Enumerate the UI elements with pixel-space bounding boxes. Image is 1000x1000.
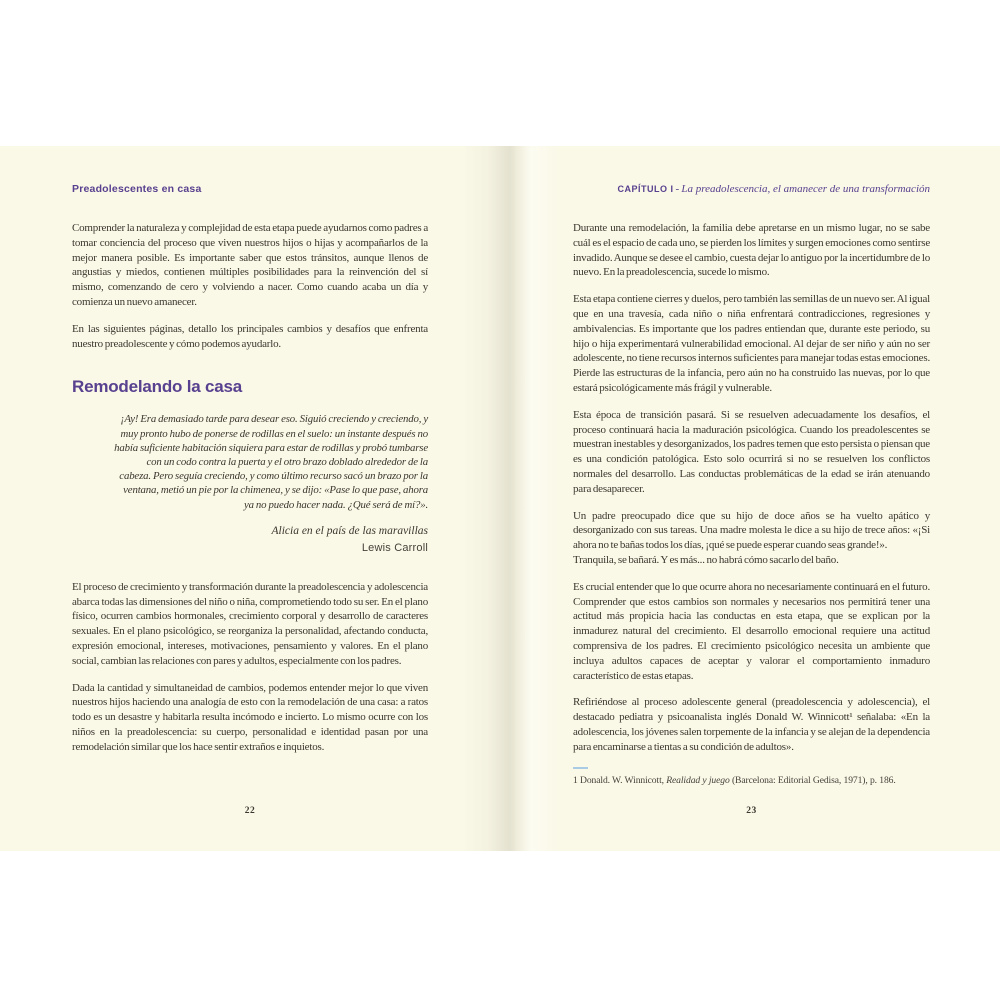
running-header-left: Preadolescentes en casa xyxy=(72,183,202,195)
quote-source-title: Alicia en el país de las maravillas xyxy=(271,524,428,537)
book-spread xyxy=(0,146,1000,851)
chapter-title: La preadolescencia, el amanecer de una transformación xyxy=(681,183,930,195)
body-paragraph: Durante una remodelación, la familia debe apretarse en un mismo lugar, no se sabe cuál es el espacio de cada uno, se pierden los límites y surgen emociones como sentirse invadido. Aunque se desee el cambio, cuesta dejar lo antiguo por la incertidumbre de lo nuevo. En la preadolescencia, sucede lo mismo. xyxy=(573,222,930,279)
chapter-label: CAPÍTULO I xyxy=(617,184,674,194)
footnote xyxy=(573,775,930,787)
page-right xyxy=(573,183,930,787)
page-number-left: 22 xyxy=(244,806,256,816)
anecdote-text: Un padre preocupado dice que su hijo de doce años se ha vuelto apático y desorganizado con sus tareas. Una madre molesta le dice a su hijo de trece años: «¡Si ahora no te bañas todos los días, ¡qué se puede esperar cuando seas grande!». xyxy=(573,509,930,552)
footnote-prefix: 1 Donald. W. Winnicott, xyxy=(573,774,667,786)
page-gutter-shadow xyxy=(462,146,558,851)
quote-source-author: Lewis Carroll xyxy=(361,541,428,554)
page-number-right: 23 xyxy=(746,806,757,816)
body-paragraph: Esta época de transición pasará. Si se resuelven adecuadamente los desafíos, el proceso continuará hacia la maduración psicológica. Cuando los preadolescentes se muestran inestables y desorganizados, los padres temen que esto persista o piensan que es una condición patológica. Esto solo ocurrirá si no se resuelven los conflictos normales del desarrollo. Las conductas problemáticas de la edad se irán atenuando para desaparecer. xyxy=(573,408,930,495)
body-paragraph: El proceso de crecimiento y transformación durante la preadolescencia y adolescencia abarca todas las dimensiones del niño o niña, comprometiendo todo su ser. En el plano físico, ocurren cambios hormonales, crecimiento corporal y desarrollo de caracteres sexuales. En el plano psicológico, se reorganiza la personalidad, afectando conducta, expresión emocional, intereses, motivaciones, pensamiento y valores. En el plano social, cambian las relaciones con pares y adultos, especialmente con los padres. xyxy=(72,580,428,667)
body-paragraph: Refiriéndose al proceso adolescente general (preadolescencia y adolescencia), el destacado pediatra y psicoanalista inglés Donald W. Winnicott¹ señalaba: «En la adolescencia, los jóvenes salen torpemente de la infancia y se alejan de la dependencia para encaminarse a tientas a su condición de adultos». xyxy=(573,696,930,753)
footnote-divider xyxy=(573,767,588,769)
body-paragraph: En las siguientes páginas, detallo los principales cambios y desafíos que enfrenta nuestro preadolescente y cómo podemos ayudarlo. xyxy=(72,322,428,350)
body-paragraph xyxy=(573,509,930,568)
body-paragraph: Dada la cantidad y simultaneidad de cambios, podemos entender mejor lo que viven nuestros hijos haciendo una analogía de esto con la remodelación de una casa: a ratos todo es un desastre y habitarla resulta incómodo e incierto. Lo mismo ocurre con los niños en la preadolescencia: su cuerpo, personalidad e identidad pasan por una remodelación similar que los hace sentir extraños e inquietos. xyxy=(72,681,428,753)
body-paragraph: Es crucial entender que lo que ocurre ahora no necesariamente continuará en el futuro. Comprender que estos cambios son normales y necesarios nos permitirá tener una actitud más propicia hacia las conductas en esta etapa, que se explican por la inmadurez natural del crecimiento. El desarrollo emocional requiere una actitud comprensiva de los padres. El crecimiento psicológico necesita un ambiente que incluya adultos capaces de aceptar y valorar el comportamiento inmaduro característico de estas etapas. xyxy=(573,580,930,682)
footnote-book-title: Realidad y juego xyxy=(666,774,730,786)
body-paragraph: Esta etapa contiene cierres y duelos, pero también las semillas de un nuevo ser. Al igual que en una travesía, cada niño o niña enfrentará contradicciones, regresiones y ambivalencias. Es importante que los padres entiendan que, durante este periodo, su hijo o hija experimentará vulnerabilidad emocional. Al dejar de ser niño y aún no ser adolescente, no tiene recursos internos suficientes para manejar todas estas emociones. Pierde las estructuras de la infancia, pero aún no ha construido las nuevas, por lo que estará psicológicamente más frágil y vulnerable. xyxy=(573,293,930,394)
header-separator: - xyxy=(675,183,680,195)
footnote-suffix: (Barcelona: Editorial Gedisa, 1971), p. 186. xyxy=(729,774,896,786)
anecdote-continuation-line: Tranquila, se bañará. Y es más... no habrá cómo sacarlo del baño. xyxy=(573,553,839,566)
running-header-right xyxy=(573,183,930,196)
body-paragraph: Comprender la naturaleza y complejidad de esta etapa puede ayudarnos como padres a tomar conciencia del proceso que viven nuestros hijos o hijas y acompañarlos de la mejor manera posible. Es importante saber que estos tránsitos, aunque llenos de angustias y miedos, contienen múltiples posibilidades para la reinvención del sí mismo, comenzando de cero y volviendo a nacer. Como cuando acaba un día y comienza un nuevo amanecer. xyxy=(72,222,428,308)
section-heading: Remodelando la casa xyxy=(72,377,243,397)
literary-quote: ¡Ay! Era demasiado tarde para desear eso. Siguió creciendo y creciendo, y muy pronto hubo de ponerse de rodillas en el suelo: un instante después no había suficiente habitación siquiera para estar de rodillas y probó tumbarse con un codo contra la puerta y el otro brazo doblado alrededor de la cabeza. Pero seguía creciendo, y como último recurso sacó un brazo por la ventana, metió un pie por la chimenea, y se dijo: «Pase lo que pase, ahora ya no puedo hacer nada. ¿Qué será de mí?». xyxy=(114,413,428,511)
page-left xyxy=(72,183,428,755)
